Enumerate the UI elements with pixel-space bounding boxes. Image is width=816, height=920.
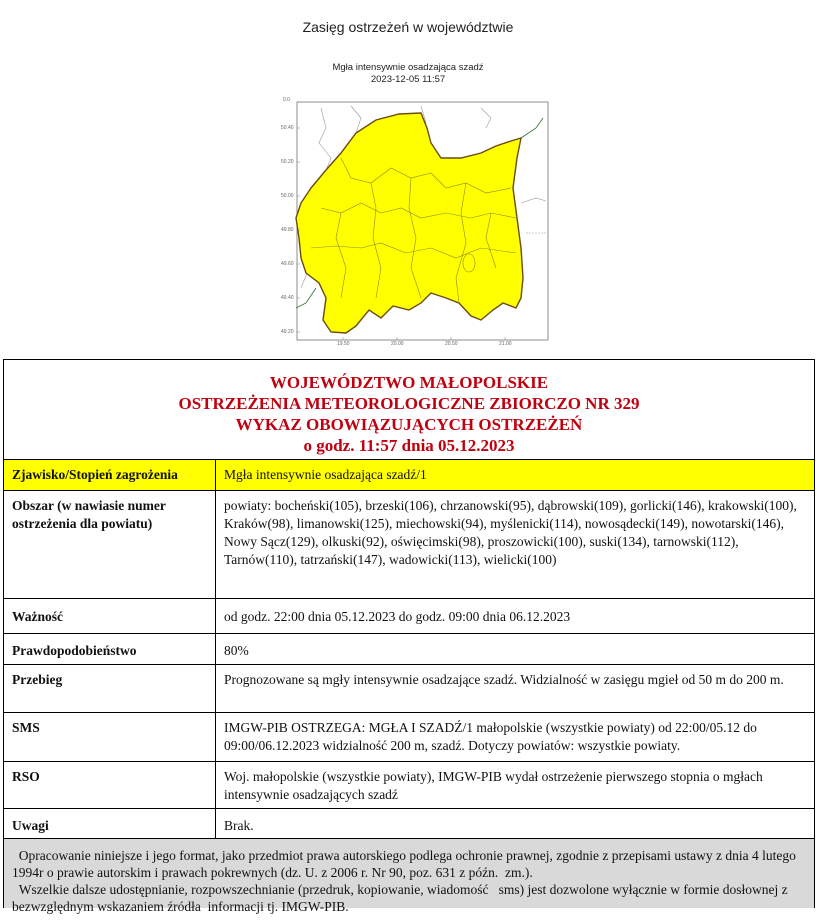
row-label: Obszar (w nawiasie numer ostrzeżenia dla powiatu)	[4, 491, 216, 598]
document-header	[4, 360, 814, 459]
copyright-text: Opracowanie niniejsze i jego format, jako przedmiot prawa autorskiego podlega ochronie prawnej, zgodnie z przepisami ustawy z dnia 4 lutego 1994r o prawie autorskim i prawach pokrewnych (dz. U. z 2006 r. Nr 90, poz. 631 z późn. zm.).	[12, 848, 800, 880]
row-validity	[4, 598, 814, 633]
row-course	[4, 664, 814, 712]
row-label: RSO	[4, 762, 216, 808]
y-tick: 49.40	[281, 295, 294, 301]
header-list-title: WYKAZ OBOWIĄZUJĄCYCH OSTRZEŻEŃ	[235, 415, 583, 434]
row-value: Brak.	[224, 818, 254, 833]
y-tick: 49.80	[281, 227, 294, 233]
y-tick: 50.20	[281, 159, 294, 165]
x-tick: 20.50	[445, 341, 458, 347]
row-value: Prognozowane są mgły intensywnie osadzające szadź. Widzialność w zasięgu mgieł od 50 m do 200 m.	[224, 672, 784, 687]
y-tick: 49.60	[281, 261, 294, 267]
y-tick: 50.00	[281, 193, 294, 199]
row-sms	[4, 712, 814, 761]
row-value: 80%	[224, 643, 249, 658]
warning-map	[281, 98, 551, 346]
row-probability	[4, 633, 814, 664]
row-label: Zjawisko/Stopień zagrożenia	[4, 460, 216, 490]
map-corner-label: 0.0	[283, 97, 290, 103]
y-tick: 49.20	[281, 329, 294, 335]
row-phenomenon	[4, 459, 814, 490]
row-label: SMS	[4, 713, 216, 761]
x-tick: 21.00	[499, 341, 512, 347]
row-label: Prawdopodobieństwo	[4, 634, 216, 664]
row-remarks	[4, 808, 814, 838]
row-label: Przebieg	[4, 665, 216, 712]
row-value: IMGW-PIB OSTRZEGA: MGŁA I SZADŹ/1 małopolskie (wszystkie powiaty) od 22:00/05.12 do 09:00/06.12.2023 widzialność 200 m, szadź. Dotyczy powiatów: wszystkie powiaty.	[224, 720, 757, 753]
row-value: Mgła intensywnie osadzająca szadź/1	[224, 467, 427, 482]
map-phenomenon: Mgła intensywnie osadzająca szadź	[332, 62, 484, 73]
header-voivodeship: WOJEWÓDZTWO MAŁOPOLSKIE	[269, 373, 549, 392]
row-value: od godz. 22:00 dnia 05.12.2023 do godz. 09:00 dnia 06.12.2023	[224, 609, 571, 624]
page-title: Zasięg ostrzeżeń w województwie	[302, 19, 514, 35]
warning-document	[3, 359, 815, 914]
row-area	[4, 490, 814, 598]
row-value: Woj. małopolskie (wszystkie powiaty), IMGW-PIB wydał ostrzeżenie pierwszego stopnia o mgłach intensywnie osadzających szadź	[224, 769, 763, 802]
copyright-footer	[4, 838, 814, 914]
row-label: Uwagi	[4, 809, 216, 838]
map-datetime: 2023-12-05 11:57	[370, 74, 446, 85]
y-tick: 50.40	[281, 125, 294, 131]
distribution-text: Wszelkie dalsze udostępnianie, rozpowszechnianie (przedruk, kopiowanie, wiadomość sms) jest dozwolone wyłącznie w formie dosłownej z bezwzględnym wskazaniem źródła informacji tj. IMGW-PIB.	[12, 882, 792, 914]
x-tick: 19.50	[337, 341, 350, 347]
x-tick: 20.00	[391, 341, 404, 347]
row-value: powiaty: bocheński(105), brzeski(106), chrzanowski(95), dąbrowski(109), gorlicki(146), krakowski(100), Kraków(98), limanowski(125), miechowski(94), myślenicki(114), nowosądecki(149), nowotarski(146), Nowy Sącz(129), olkuski(92), oświęcimski(98), proszowicki(100), suski(134), tarnowski(112), Tarnów(110), tatrzański(147), wadowicki(113), wielicki(100)	[224, 498, 797, 567]
row-label: Ważność	[4, 599, 216, 633]
row-rso	[4, 761, 814, 808]
header-issue-time: o godz. 11:57 dnia 05.12.2023	[303, 436, 515, 455]
header-warnings-number: OSTRZEŻENIA METEOROLOGICZNE ZBIORCZO NR 329	[178, 394, 640, 413]
